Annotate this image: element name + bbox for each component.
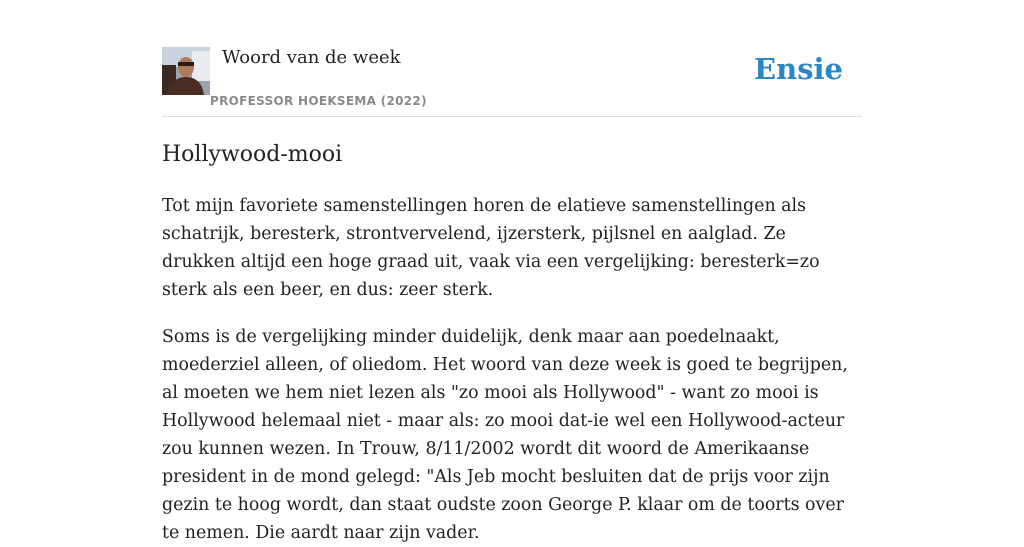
- series-title[interactable]: Woord van de week: [222, 47, 401, 68]
- article-page: [162, 0, 862, 543]
- article-paragraph: Soms is de vergelijking minder duidelijk, denk maar aan poedelnaakt, moederziel alleen, of oliedom. Het woord van deze week is goed te begrijpen, al moeten we hem niet lezen als "zo mooi als Hollywood" - want zo mooi is Hollywood helemaal niet - maar als: zo mooi dat-ie wel een Hollywood-acteur zou kunnen wezen. In Trouw, 8/11/2002 wordt dit woord de Amerikaanse president in de mond gelegd: "Als Jeb mocht besluiten dat de prijs voor zijn gezin te hoog wordt, dan staat oudste zoon George P. klaar om de toorts over te nemen. Die aardt naar zijn vader.: [162, 327, 848, 543]
- author-name[interactable]: PROFESSOR HOEKSEMA (2022): [210, 94, 427, 108]
- brand-logo[interactable]: Ensie: [754, 52, 843, 86]
- article-paragraph: Tot mijn favoriete samenstellingen horen de elatieve samenstellingen als schatrijk, beresterk, strontvervelend, ijzersterk, pijlsnel en aalglad. Ze drukken altijd een hoge graad uit, vaak via een vergelijking: beresterk=zo sterk als een beer, en dus: zeer sterk.: [162, 196, 820, 300]
- article-title: Hollywood-mooi: [162, 142, 343, 167]
- article-header: [162, 0, 862, 117]
- author-avatar[interactable]: [162, 47, 210, 95]
- person-avatar-icon: [162, 47, 210, 95]
